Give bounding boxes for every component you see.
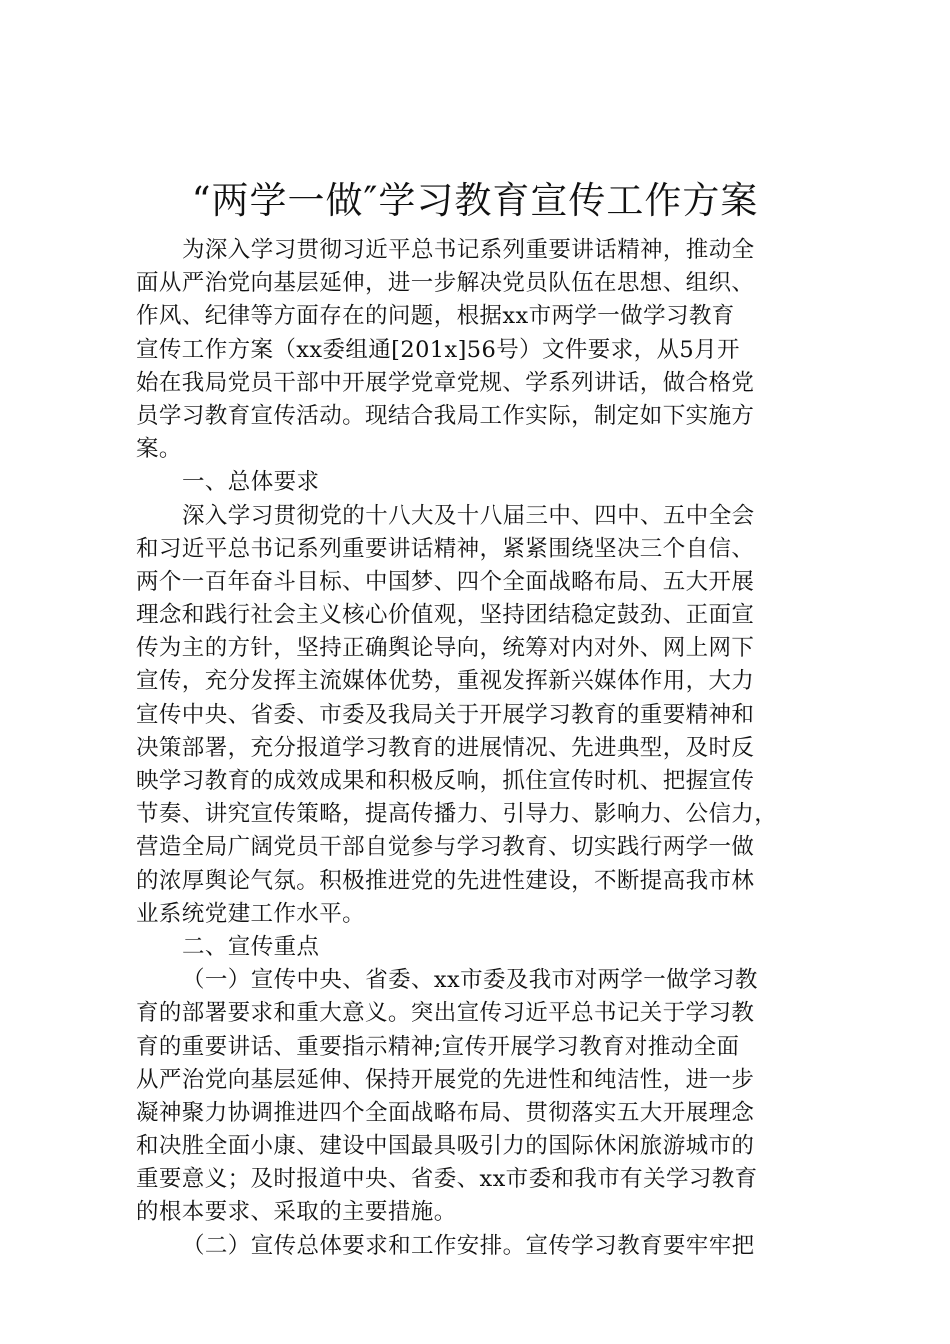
- text-line: 二、宣传重点: [182, 933, 320, 960]
- document-body: [136, 234, 836, 1263]
- text-line: （一）宣传中央、省委、xx市委及我市对两学一做学习教: [182, 967, 758, 994]
- text-line: 始在我局党员干部中开展学党章党规、学系列讲话，做合格党: [136, 369, 755, 396]
- text-line: 决策部署，充分报道学习教育的进展情况、先进典型，及时反: [136, 734, 755, 761]
- text-line: 为深入学习贯彻习近平总书记系列重要讲话精神，推动全: [182, 237, 755, 263]
- text-line: 从严治党向基层延伸、保持开展党的先进性和纯洁性，进一步: [136, 1066, 755, 1093]
- text-line: 的浓厚舆论气氛。积极推进党的先进性建设，不断提高我市林: [136, 867, 755, 894]
- text-line: 深入学习贯彻党的十八大及十八届三中、四中、五中全会: [182, 502, 755, 529]
- document-title: “两学一做″学习教育宣传工作方案: [191, 179, 759, 222]
- text-line: 重要意义；及时报道中央、省委、xx市委和我市有关学习教育: [136, 1166, 758, 1193]
- text-line: 理念和践行社会主义核心价值观，坚持团结稳定鼓劲、正面宣: [136, 602, 755, 629]
- text-line: 面从严治党向基层延伸，进一步解决党员队伍在思想、组织、: [136, 270, 755, 297]
- text-line: 和习近平总书记系列重要讲话精神，紧紧围绕坚决三个自信、: [136, 535, 755, 562]
- text-line: 映学习教育的成效成果和积极反响，抓住宣传时机、把握宣传: [136, 768, 755, 794]
- text-line: 员学习教育宣传活动。现结合我局工作实际，制定如下实施方: [136, 402, 755, 429]
- text-line: 育的部署要求和重大意义。突出宣传习近平总书记关于学习教: [136, 1000, 755, 1027]
- text-line: 作风、纪律等方面存在的问题，根据xx市两学一做学习教育: [136, 303, 735, 330]
- text-line: 凝神聚力协调推进四个全面战略布局、贯彻落实五大开展理念: [136, 1099, 755, 1126]
- text-line: 宣传中央、省委、市委及我局关于开展学习教育的重要精神和: [136, 701, 755, 728]
- text-line: 宣传，充分发挥主流媒体优势，重视发挥新兴媒体作用，大力: [136, 668, 755, 695]
- text-line: 两个一百年奋斗目标、中国梦、四个全面战略布局、五大开展: [136, 568, 755, 595]
- text-line: 和决胜全面小康、建设中国最具吸引力的国际休闲旅游城市的: [136, 1133, 755, 1160]
- text-line: 节奏、讲究宣传策略，提高传播力、引导力、影响力、公信力，: [136, 801, 778, 828]
- text-line: 业系统党建工作水平。: [136, 900, 366, 927]
- text-line: 宣传工作方案（xx委组通[201x]56号）文件要求，从5月开: [136, 336, 740, 363]
- text-line: 案。: [136, 436, 182, 463]
- text-line: （二）宣传总体要求和工作安排。宣传学习教育要牢牢把: [182, 1232, 755, 1259]
- text-line: 一、总体要求: [182, 469, 320, 496]
- text-line: 育的重要讲话、重要指示精神;宣传开展学习教育对推动全面: [136, 1033, 740, 1060]
- text-line: 传为主的方针，坚持正确舆论导向，统筹对内对外、网上网下: [136, 635, 755, 662]
- text-line: 营造全局广阔党员干部自觉参与学习教育、切实践行两学一做: [136, 834, 755, 861]
- text-line: 的根本要求、采取的主要措施。: [136, 1199, 457, 1226]
